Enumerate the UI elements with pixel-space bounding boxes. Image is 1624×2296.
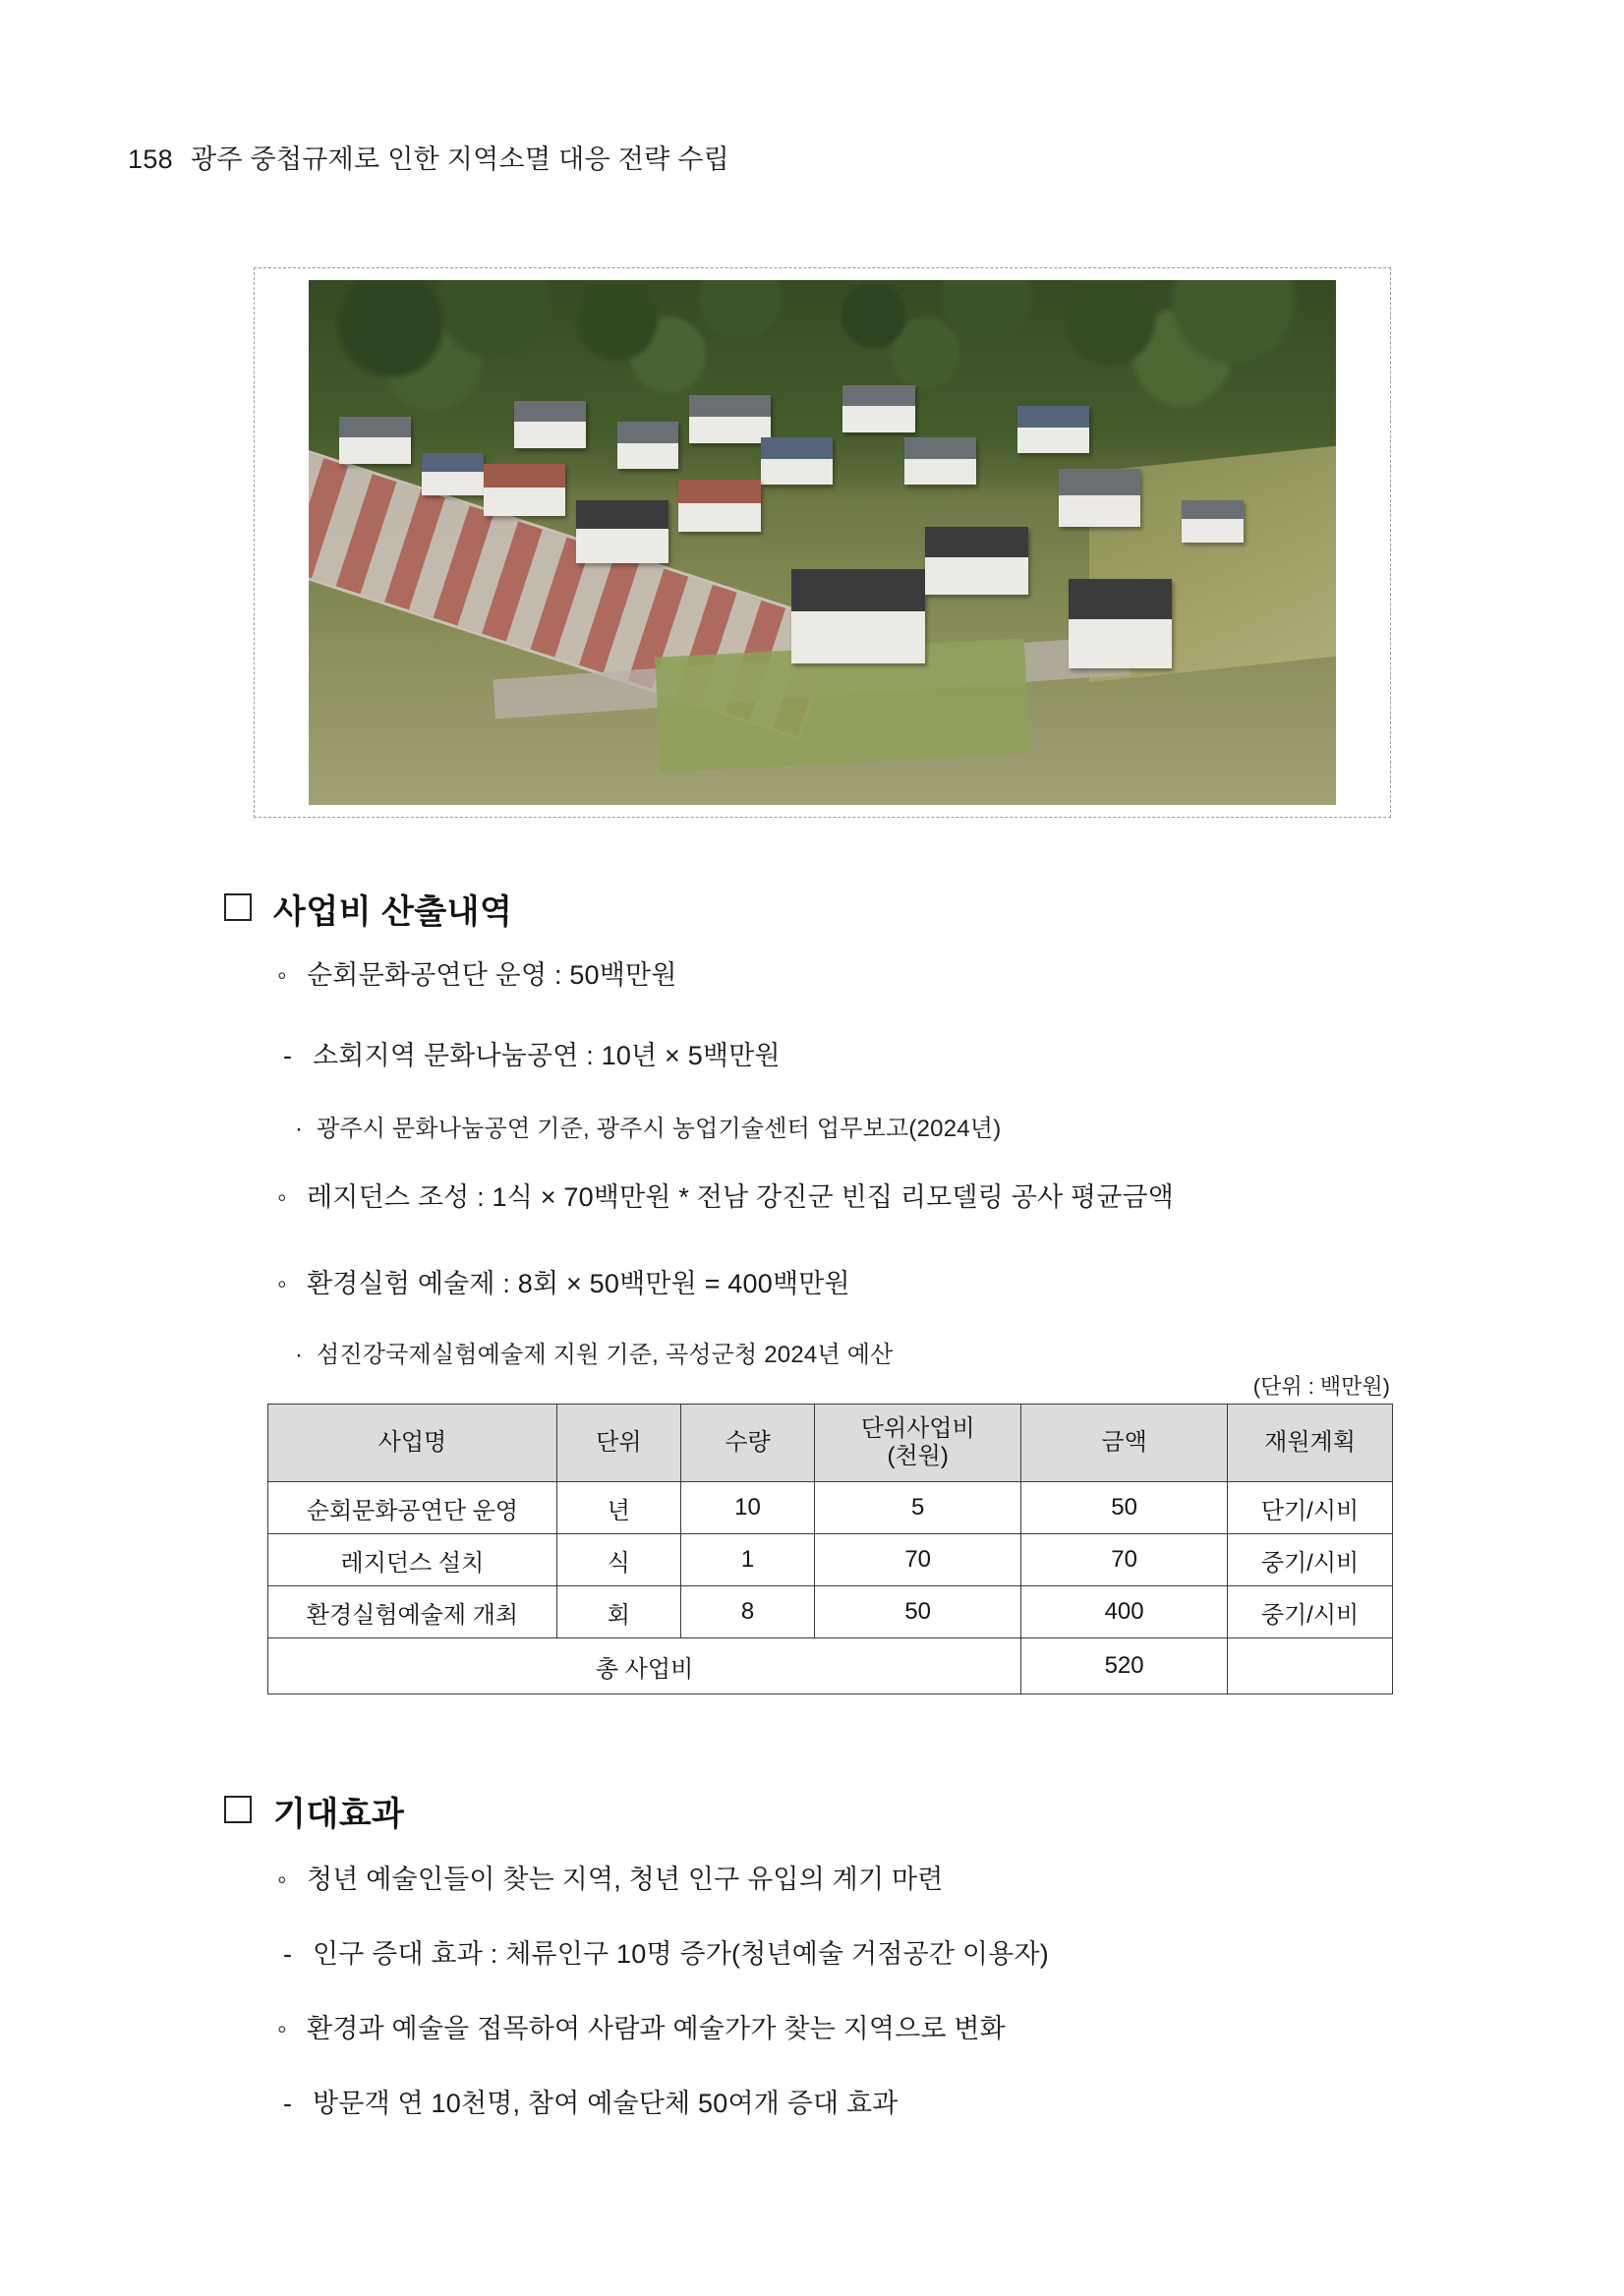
table-header-row bbox=[268, 1405, 1393, 1482]
table-row bbox=[268, 1534, 1393, 1586]
section-heading-cost-label: 사업비 산출내역 bbox=[273, 893, 513, 931]
effect-line-3-text: 환경과 예술을 접목하여 사람과 예술가가 찾는 지역으로 변화 bbox=[307, 2014, 1006, 2043]
bullet-marker: ◦ bbox=[277, 1182, 287, 1212]
cell-total-amount: 520 bbox=[1021, 1638, 1228, 1694]
cost-line-6-text: 섬진강국제실험예술제 지원 기준, 곡성군청 2024년 예산 bbox=[317, 1342, 894, 1368]
square-bullet-icon bbox=[224, 1796, 252, 1823]
photo-house bbox=[678, 480, 761, 532]
th-unit-cost-line1: 단위사업비 bbox=[860, 1414, 975, 1442]
photo-house bbox=[689, 395, 772, 442]
photo-house bbox=[1182, 500, 1244, 543]
cost-line-1 bbox=[277, 953, 677, 992]
bullet-marker: ◦ bbox=[277, 1269, 287, 1298]
bullet-marker: · bbox=[295, 1342, 304, 1368]
cell-amount: 50 bbox=[1021, 1482, 1228, 1534]
th-quantity: 수량 bbox=[680, 1405, 814, 1482]
cost-line-2-text: 소회지역 문화나눔공연 : 10년 × 5백만원 bbox=[313, 1041, 781, 1070]
section-heading-effect bbox=[224, 1787, 404, 1835]
page-header bbox=[128, 138, 729, 176]
cell-quantity: 1 bbox=[680, 1534, 814, 1586]
photo-house bbox=[514, 401, 586, 448]
section-heading-effect-label: 기대효과 bbox=[273, 1796, 405, 1833]
cell-funding-plan: 중기/시비 bbox=[1228, 1534, 1393, 1586]
table-unit-note: (단위 : 백만원) bbox=[1252, 1374, 1390, 1399]
cost-line-2 bbox=[283, 1034, 781, 1072]
budget-table bbox=[267, 1404, 1393, 1694]
bullet-marker: - bbox=[283, 1041, 293, 1070]
cell-quantity: 8 bbox=[680, 1586, 814, 1638]
cell-funding-plan: 단기/시비 bbox=[1228, 1482, 1393, 1534]
cost-line-6 bbox=[295, 1335, 893, 1369]
cell-project-name: 레지던스 설치 bbox=[268, 1534, 557, 1586]
cell-unit: 식 bbox=[556, 1534, 680, 1586]
effect-line-3 bbox=[277, 2007, 1006, 2045]
bullet-marker: - bbox=[283, 1939, 293, 1969]
cell-unit: 회 bbox=[556, 1586, 680, 1638]
cost-line-4-text: 레지던스 조성 : 1식 × 70백만원 * 전남 강진군 빈집 리모델링 공사 평균금액 bbox=[307, 1182, 1175, 1212]
cell-unit-cost: 70 bbox=[815, 1534, 1021, 1586]
photo-house bbox=[1069, 579, 1172, 668]
table-row bbox=[268, 1586, 1393, 1638]
cell-unit: 년 bbox=[556, 1482, 680, 1534]
th-funding-plan: 재원계획 bbox=[1228, 1405, 1393, 1482]
cell-project-name: 순회문화공연단 운영 bbox=[268, 1482, 557, 1534]
cell-funding-plan: 중기/시비 bbox=[1228, 1586, 1393, 1638]
budget-table-wrapper bbox=[267, 1404, 1393, 1694]
bullet-marker: · bbox=[295, 1116, 304, 1142]
cell-total-plan bbox=[1228, 1638, 1393, 1694]
square-bullet-icon bbox=[224, 893, 252, 921]
cost-line-5 bbox=[277, 1262, 850, 1300]
bullet-marker: - bbox=[283, 2089, 293, 2118]
cell-unit-cost: 50 bbox=[815, 1586, 1021, 1638]
section-heading-cost bbox=[224, 885, 512, 933]
photo-house bbox=[761, 437, 833, 485]
cell-unit-cost: 5 bbox=[815, 1482, 1021, 1534]
effect-line-4 bbox=[283, 2082, 899, 2120]
cell-quantity: 10 bbox=[680, 1482, 814, 1534]
photo-house bbox=[925, 527, 1028, 595]
photo-house bbox=[339, 417, 411, 464]
th-unit: 단위 bbox=[556, 1405, 680, 1482]
header-title: 광주 중첩규제로 인한 지역소멸 대응 전략 수립 bbox=[190, 144, 730, 174]
effect-line-2-text: 인구 증대 효과 : 체류인구 10명 증가(청년예술 거점공간 이용자) bbox=[313, 1939, 1049, 1969]
bullet-marker: ◦ bbox=[277, 960, 287, 990]
cell-total-label: 총 사업비 bbox=[268, 1638, 1021, 1694]
th-unit-cost-line2: (천원) bbox=[887, 1443, 949, 1469]
page-number: 158 bbox=[128, 144, 173, 174]
th-project-name: 사업명 bbox=[268, 1405, 557, 1482]
photo-house bbox=[842, 385, 914, 432]
cell-project-name: 환경실험예술제 개최 bbox=[268, 1586, 557, 1638]
table-total-row bbox=[268, 1638, 1393, 1694]
photo-house bbox=[904, 437, 976, 485]
photo-house bbox=[1059, 469, 1141, 527]
effect-line-4-text: 방문객 연 10천명, 참여 예술단체 50여개 증대 효과 bbox=[313, 2089, 899, 2118]
bullet-marker: ◦ bbox=[277, 1865, 287, 1894]
bullet-marker: ◦ bbox=[277, 2014, 287, 2043]
effect-line-2 bbox=[283, 1932, 1049, 1971]
cost-line-4 bbox=[277, 1176, 1174, 1214]
photo-house bbox=[791, 569, 925, 663]
photo-house bbox=[422, 453, 484, 495]
effect-line-1 bbox=[277, 1858, 944, 1896]
photo-house bbox=[1017, 406, 1089, 453]
cell-amount: 70 bbox=[1021, 1534, 1228, 1586]
cost-line-3-text: 광주시 문화나눔공연 기준, 광주시 농업기술센터 업무보고(2024년) bbox=[317, 1116, 1002, 1142]
cell-amount: 400 bbox=[1021, 1586, 1228, 1638]
photo-house bbox=[617, 422, 679, 469]
th-unit-cost bbox=[815, 1405, 1021, 1482]
cost-line-3 bbox=[295, 1109, 1001, 1143]
th-amount: 금액 bbox=[1021, 1405, 1228, 1482]
photo-house bbox=[484, 464, 566, 516]
cost-line-1-text: 순회문화공연단 운영 : 50백만원 bbox=[307, 960, 677, 990]
cost-line-5-text: 환경실험 예술제 : 8회 × 50백만원 = 400백만원 bbox=[307, 1269, 850, 1298]
photo-house bbox=[576, 500, 668, 563]
figure-frame bbox=[254, 267, 1391, 818]
effect-line-1-text: 청년 예술인들이 찾는 지역, 청년 인구 유입의 계기 마련 bbox=[307, 1865, 944, 1894]
aerial-village-photo bbox=[309, 280, 1336, 805]
table-row bbox=[268, 1482, 1393, 1534]
